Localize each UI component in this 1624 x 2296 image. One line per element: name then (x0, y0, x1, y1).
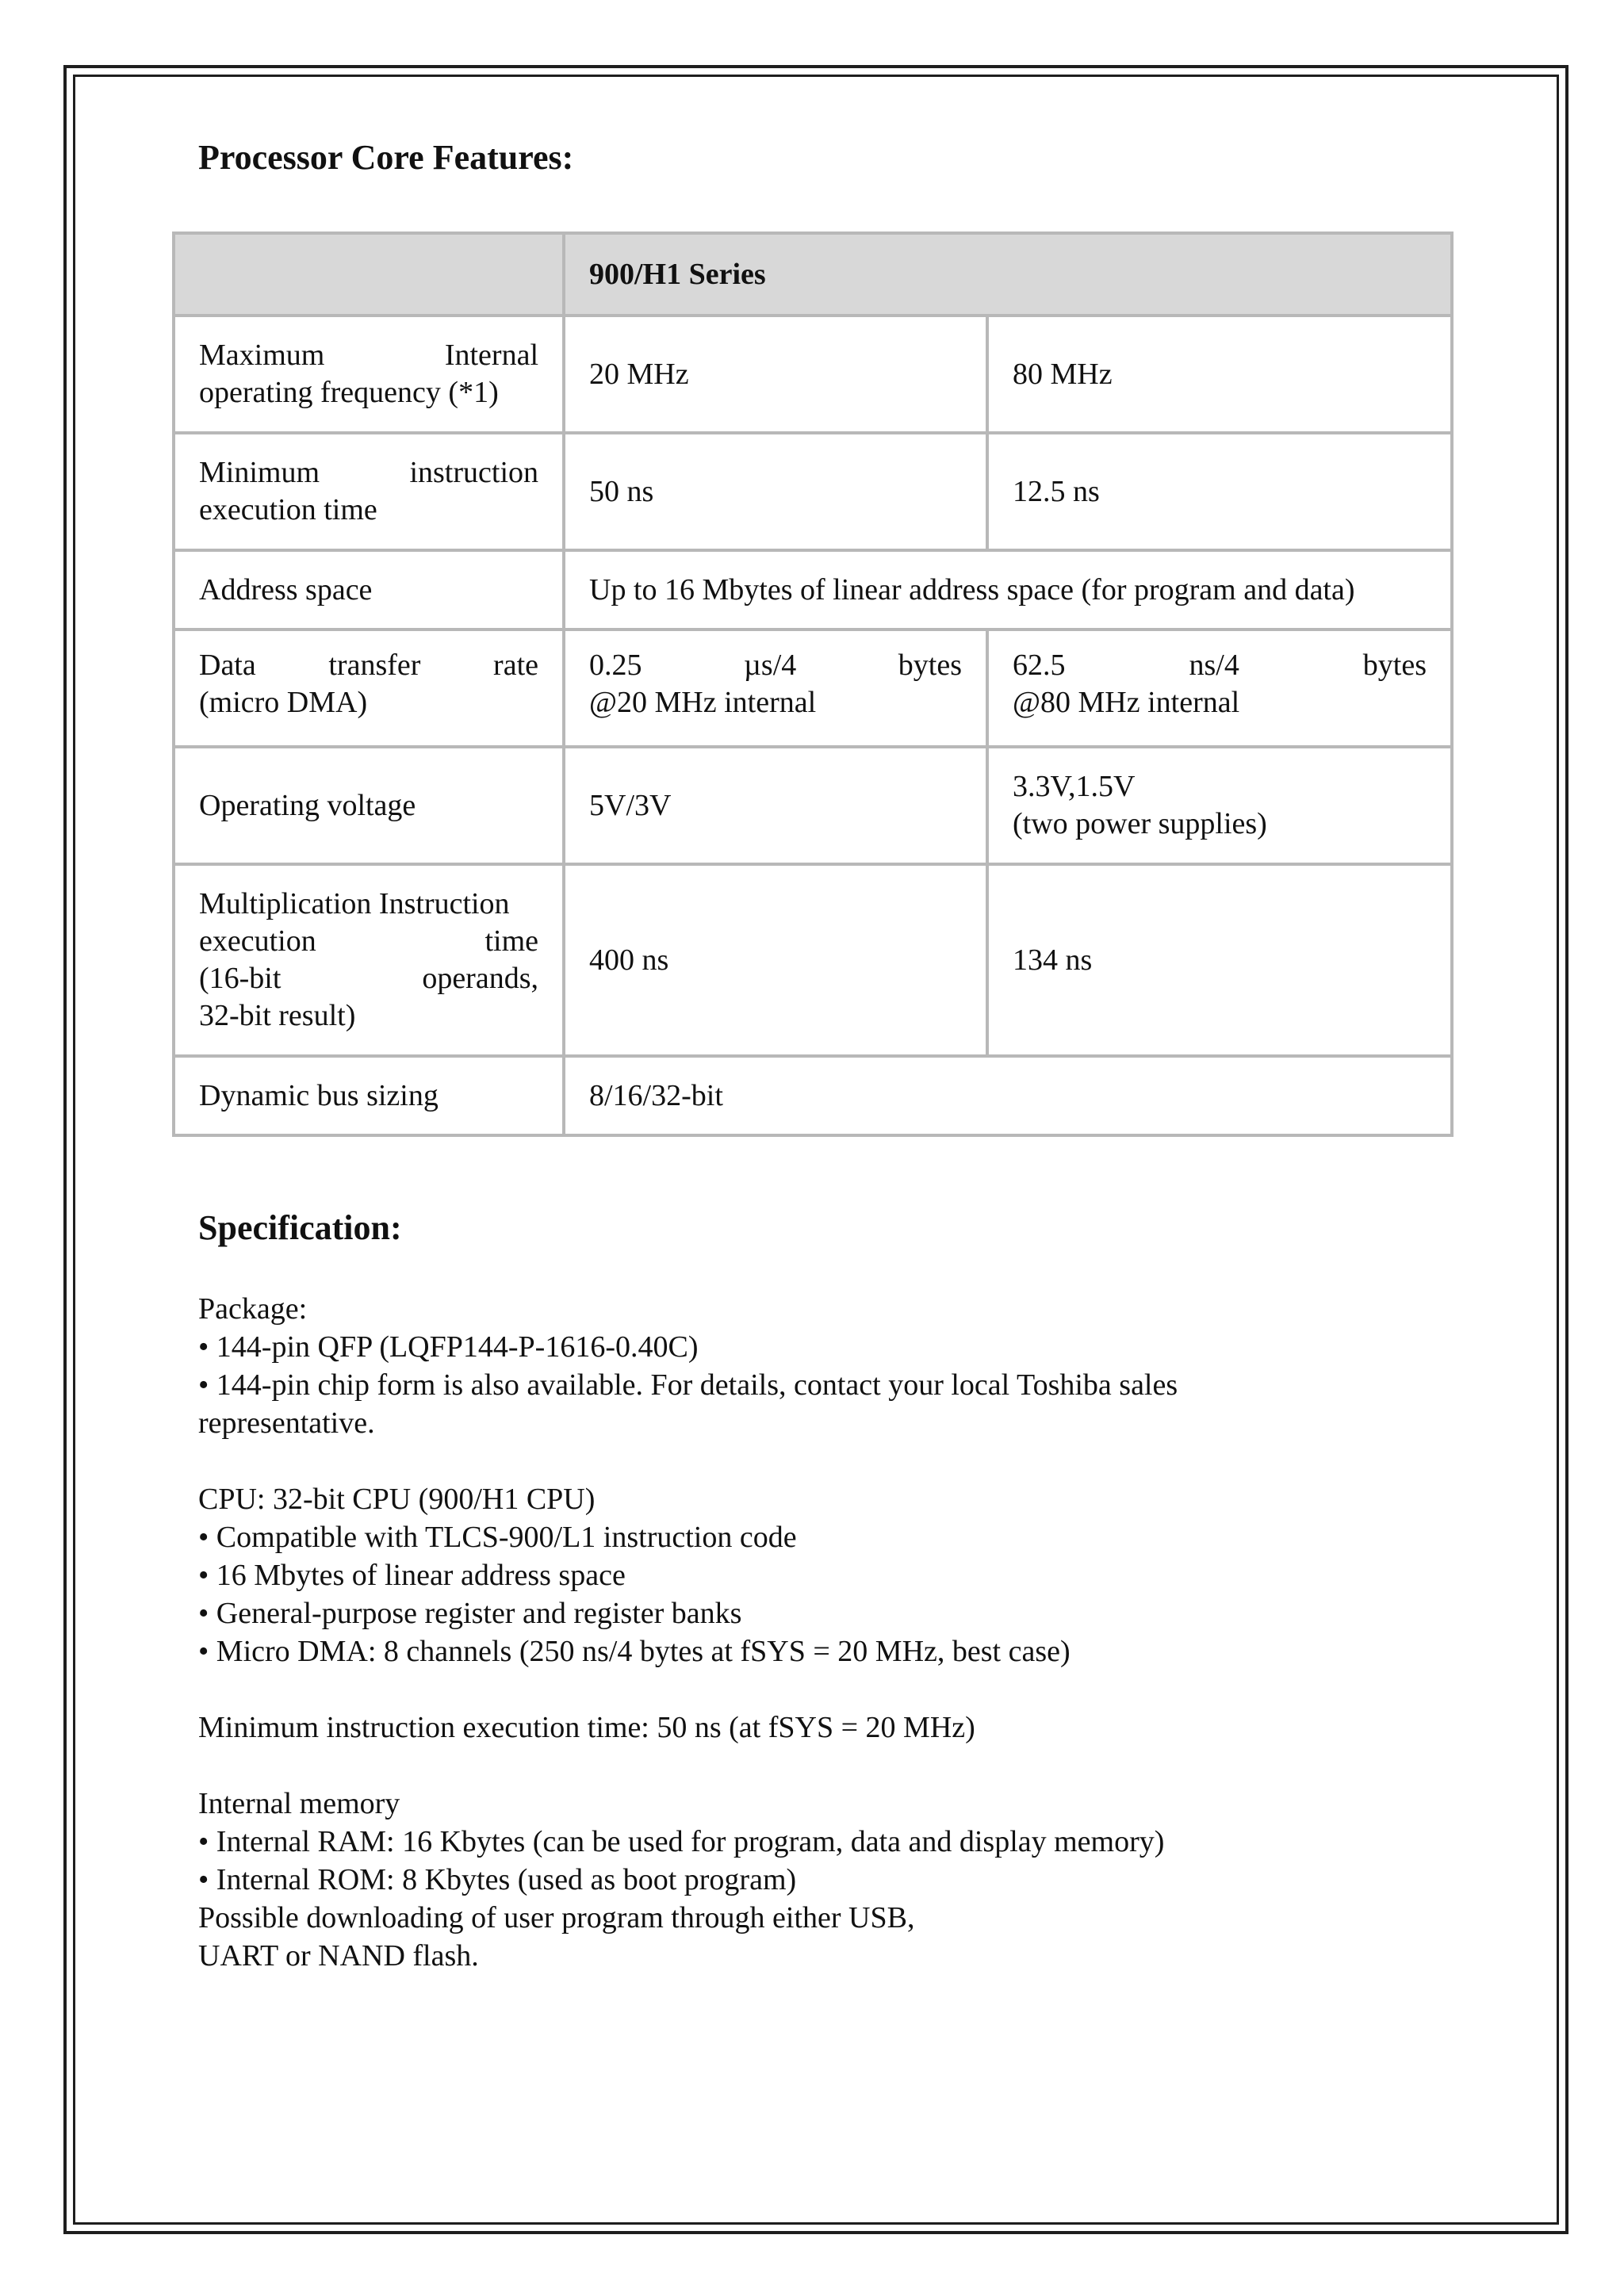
spacer (198, 1442, 1435, 1480)
value-cell (564, 629, 987, 747)
value-line: 0.25 µs/4 bytes (589, 649, 962, 682)
row-label-cell: Address space (174, 550, 564, 629)
table-row (174, 747, 1452, 864)
value-cell: 80 MHz (987, 316, 1452, 433)
value-cell: 20 MHz (564, 316, 987, 433)
value-cell-span: Up to 16 Mbytes of linear address space (for program and data) (564, 550, 1452, 629)
row-label-line: operating frequency (*1) (199, 376, 499, 409)
section-heading-specification: Specification: (198, 1208, 402, 1247)
list-item: • 144-pin chip form is also available. For details, contact your local Toshiba sales (198, 1368, 1178, 1402)
list-item: • Micro DMA: 8 channels (250 ns/4 bytes at fSYS = 20 MHz, best case) (198, 1635, 1071, 1668)
row-label-line: Maximum Internal (199, 339, 538, 372)
table-row (174, 550, 1452, 629)
header-blank-cell (174, 233, 564, 316)
value-line: @20 MHz internal (589, 686, 817, 719)
value-line: 3.3V,1.5V (1013, 770, 1136, 803)
value-line: @80 MHz internal (1013, 686, 1240, 719)
row-label-cell: Operating voltage (174, 747, 564, 864)
row-label-line: Minimum instruction (199, 456, 538, 489)
spacer (198, 1670, 1435, 1709)
value-cell: 12.5 ns (987, 433, 1452, 550)
package-title: Package: (198, 1292, 308, 1326)
row-label-cell (174, 433, 564, 550)
row-label-line: Data transfer rate (199, 649, 538, 682)
value-cell: 50 ns (564, 433, 987, 550)
memory-title: Internal memory (198, 1787, 400, 1820)
row-label-line: Multiplication Instruction (199, 887, 510, 920)
table-row (174, 433, 1452, 550)
list-item: • Internal ROM: 8 Kbytes (used as boot program) (198, 1863, 797, 1896)
row-label-cell (174, 316, 564, 433)
table-row (174, 864, 1452, 1056)
row-label-line: execution time (199, 493, 377, 526)
value-cell (987, 629, 1452, 747)
section-heading-core-features: Processor Core Features: (198, 138, 574, 177)
row-label-line: execution time (199, 924, 538, 958)
list-item: representative. (198, 1406, 375, 1440)
value-cell: 5V/3V (564, 747, 987, 864)
value-cell (987, 747, 1452, 864)
value-line: 62.5 ns/4 bytes (1013, 649, 1427, 682)
row-label-cell: Dynamic bus sizing (174, 1056, 564, 1135)
cpu-title: CPU: 32-bit CPU (900/H1 CPU) (198, 1483, 596, 1516)
list-item: Possible downloading of user program through either USB, (198, 1901, 915, 1934)
value-line: (two power supplies) (1013, 807, 1267, 840)
table-row (174, 316, 1452, 433)
row-label-cell (174, 864, 564, 1056)
table-header-row (174, 233, 1452, 316)
features-table (172, 232, 1454, 1137)
spacer (198, 1747, 1435, 1785)
header-series-cell: 900/H1 Series (564, 233, 1452, 316)
specification-body (198, 1290, 1435, 1975)
row-label-line: (micro DMA) (199, 686, 368, 719)
value-cell: 134 ns (987, 864, 1452, 1056)
list-item: • Compatible with TLCS-900/L1 instruction code (198, 1521, 797, 1554)
list-item: • 144-pin QFP (LQFP144-P-1616-0.40C) (198, 1330, 699, 1364)
table-row (174, 629, 1452, 747)
list-item: UART or NAND flash. (198, 1939, 479, 1973)
table-row (174, 1056, 1452, 1135)
value-cell-span: 8/16/32-bit (564, 1056, 1452, 1135)
row-label-cell (174, 629, 564, 747)
min-exec-line: Minimum instruction execution time: 50 ns (at fSYS = 20 MHz) (198, 1711, 975, 1744)
list-item: • 16 Mbytes of linear address space (198, 1559, 626, 1592)
list-item: • General-purpose register and register banks (198, 1597, 742, 1630)
row-label-line: (16-bit operands, (199, 962, 538, 995)
value-cell: 400 ns (564, 864, 987, 1056)
list-item: • Internal RAM: 16 Kbytes (can be used for program, data and display memory) (198, 1825, 1165, 1858)
row-label-line: 32-bit result) (199, 999, 356, 1032)
